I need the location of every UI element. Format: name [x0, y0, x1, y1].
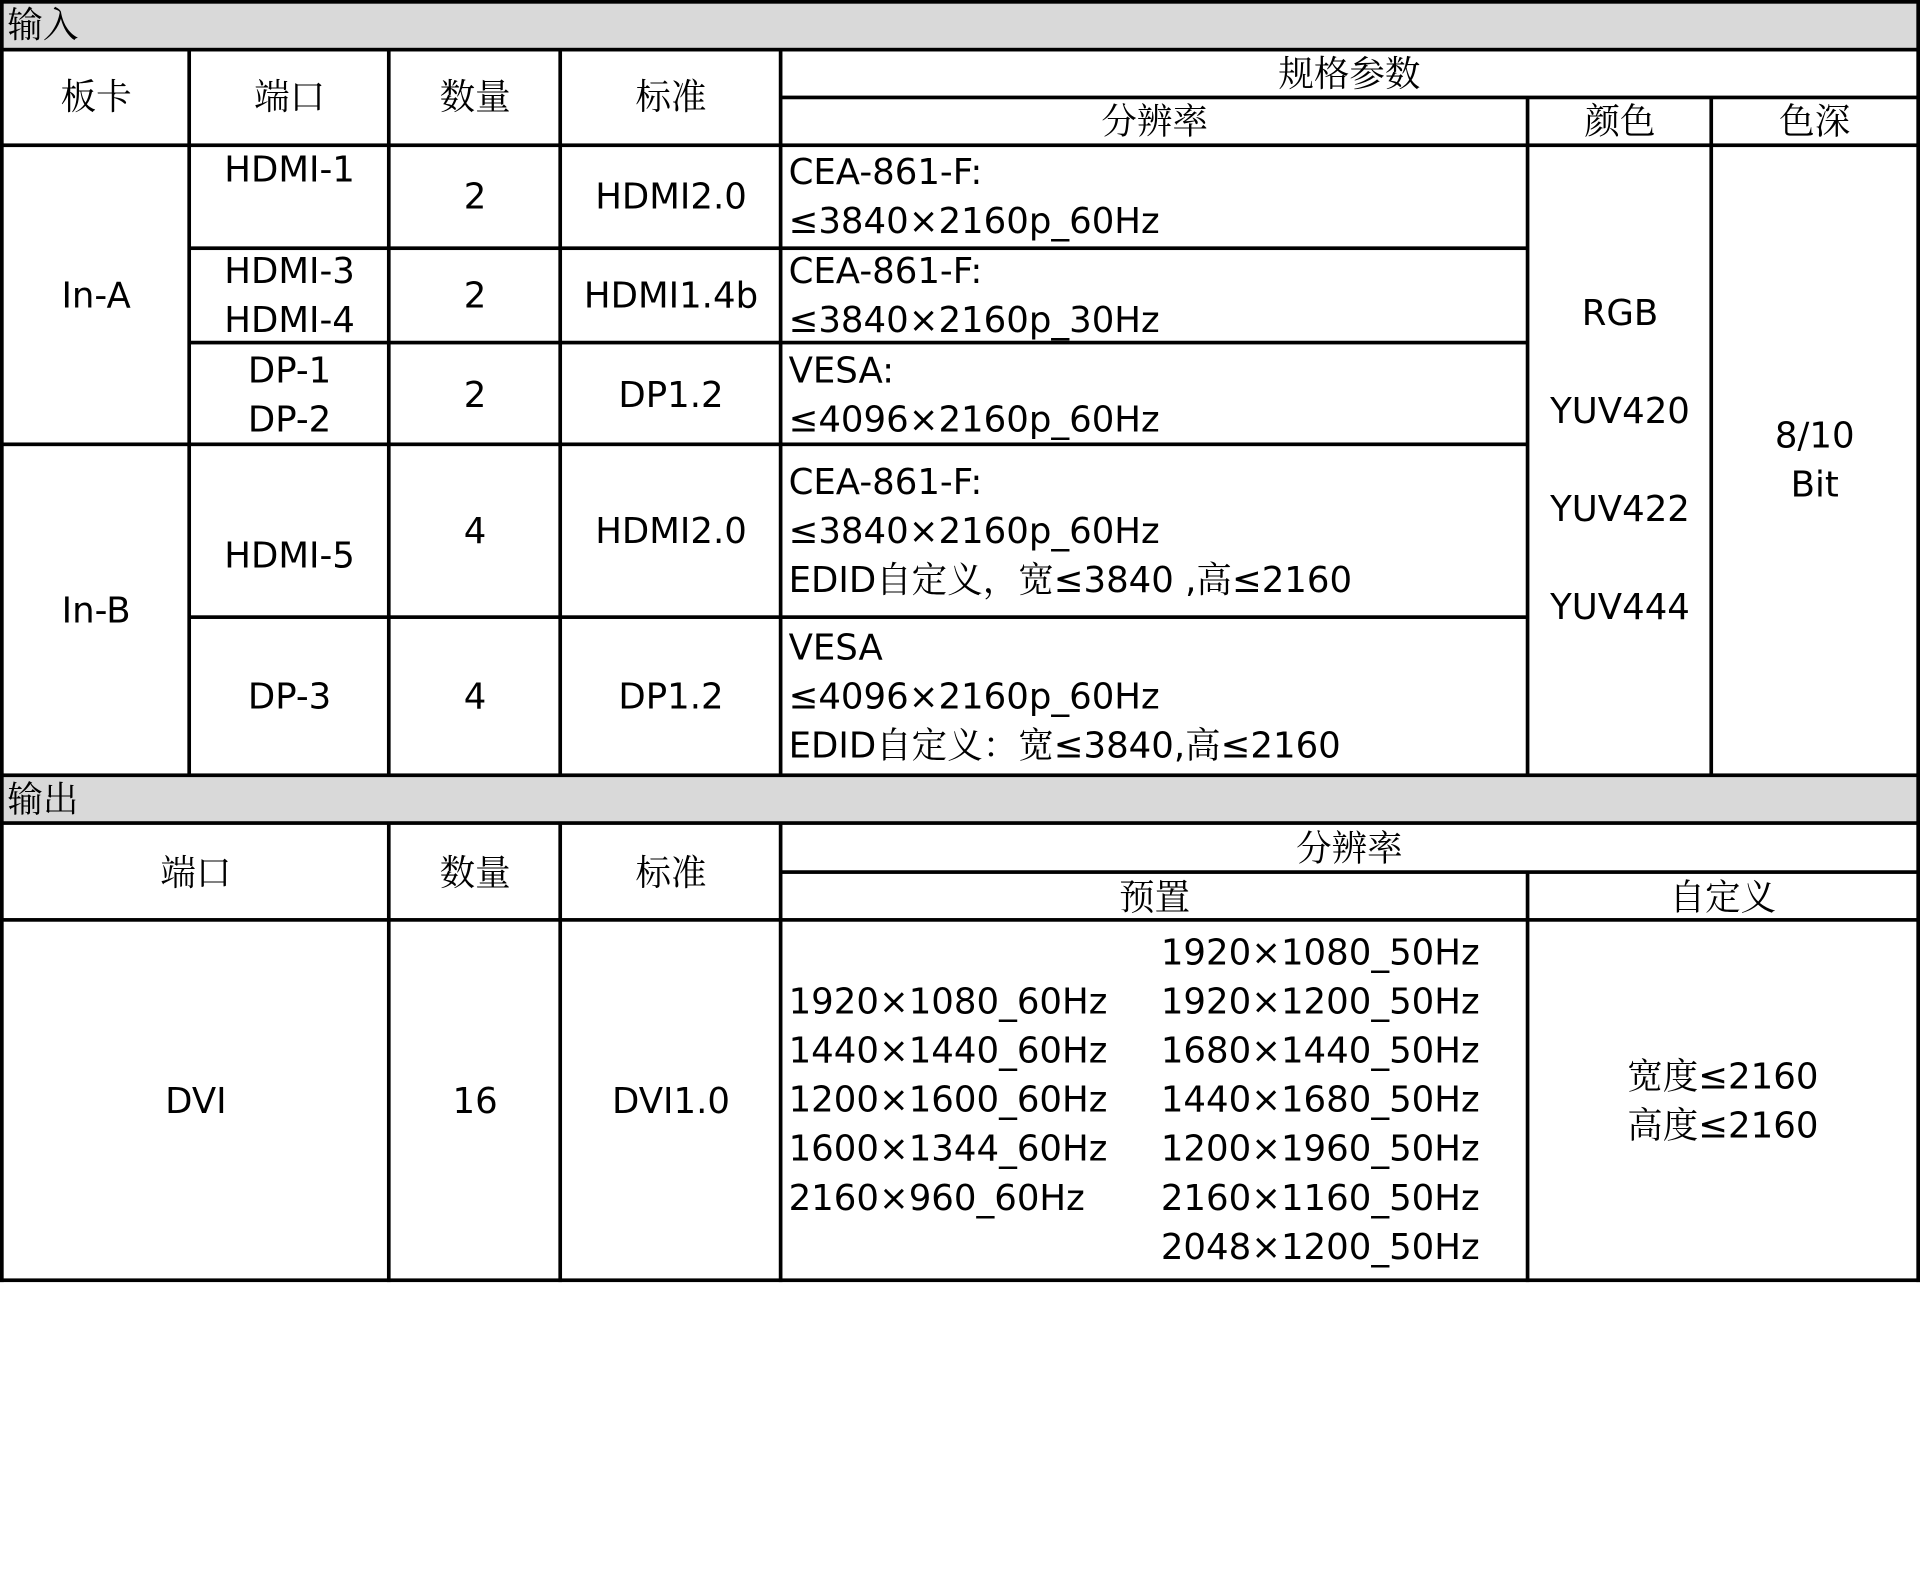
output-quantity: 16 — [452, 1079, 498, 1122]
preset-resolution-50hz: 2160×1160_50Hz — [1160, 1176, 1480, 1219]
preset-resolution-50hz: 1440×1680_50Hz — [1160, 1078, 1480, 1121]
grid-line — [0, 48, 1920, 52]
output-preset-60hz — [781, 977, 1148, 1222]
preset-resolution-50hz: 1920×1200_50Hz — [1160, 980, 1480, 1023]
grid-line — [0, 143, 1920, 147]
input-row-2-port: HDMI-3 HDMI-4 — [224, 250, 355, 341]
input-section-header: 输入 — [0, 0, 1920, 49]
grid-line — [1526, 871, 1530, 1282]
grid-line — [187, 49, 191, 775]
col-header-color: 颜色 — [1584, 100, 1656, 143]
col-header-depth: 色深 — [1779, 100, 1851, 143]
input-row-4-standard: HDMI2.0 — [595, 509, 747, 552]
preset-resolution-60hz: 1440×1440_60Hz — [788, 1029, 1108, 1072]
preset-resolution-60hz: 1600×1344_60Hz — [788, 1127, 1108, 1170]
preset-resolution-50hz: 2048×1200_50Hz — [1160, 1225, 1480, 1268]
grid-line — [779, 824, 783, 1282]
output-section-header: 输出 — [0, 775, 1920, 824]
board-in-b: In-B — [61, 588, 131, 631]
input-row-4-resolution: CEA-861-F: ≤3840×2160p_60Hz EDID自定义，宽≤3840 ,高≤2160 — [788, 460, 1353, 601]
preset-resolution-50hz: 1920×1080_50Hz — [1160, 931, 1480, 974]
preset-resolution-50hz: 1680×1440_50Hz — [1160, 1029, 1480, 1072]
input-row-3-quantity: 2 — [463, 373, 487, 415]
input-row-3-standard: DP1.2 — [618, 373, 724, 415]
input-row-3-resolution: VESA: ≤4096×2160p_60Hz — [788, 348, 1160, 440]
input-row-1-port: HDMI-1 — [224, 148, 355, 190]
col-header-quantity: 数量 — [439, 75, 511, 118]
col-header-spec: 规格参数 — [1278, 52, 1421, 95]
input-row-5-standard: DP1.2 — [618, 674, 724, 717]
grid-line — [1916, 0, 1920, 1282]
out-col-header-preset: 预置 — [1119, 875, 1191, 918]
grid-line — [0, 821, 1920, 825]
grid-line — [781, 870, 1917, 874]
grid-line — [387, 49, 391, 775]
grid-line — [0, 773, 1920, 777]
out-col-header-custom: 自定义 — [1669, 875, 1777, 918]
board-in-a: In-A — [61, 273, 131, 316]
output-port: DVI — [165, 1079, 227, 1122]
col-header-board: 板卡 — [60, 75, 132, 118]
input-row-5-resolution: VESA ≤4096×2160p_60Hz EDID自定义：宽≤3840,高≤2160 — [788, 625, 1341, 766]
input-row-1-resolution: CEA-861-F: ≤3840×2160p_60Hz — [788, 150, 1160, 242]
out-col-header-quantity: 数量 — [439, 851, 511, 893]
input-row-2-resolution: CEA-861-F: ≤3840×2160p_30Hz — [788, 250, 1160, 341]
input-row-2-quantity: 2 — [463, 274, 487, 317]
grid-line — [0, 0, 4, 1282]
grid-line — [1709, 97, 1713, 775]
output-custom: 宽度≤2160 高度≤2160 — [1627, 1055, 1819, 1147]
grid-line — [558, 49, 562, 775]
grid-line — [387, 824, 391, 1282]
input-row-4-quantity: 4 — [463, 509, 487, 552]
input-row-4-port: HDMI-5 — [224, 534, 355, 577]
input-row-2-standard: HDMI1.4b — [583, 274, 759, 317]
input-row-3-port: DP-1 DP-2 — [247, 348, 332, 440]
grid-line — [779, 49, 783, 775]
grid-line — [0, 0, 1920, 4]
grid-line — [0, 442, 1528, 446]
grid-line — [0, 918, 1920, 922]
input-row-5-quantity: 4 — [463, 674, 487, 717]
grid-line — [1526, 97, 1530, 775]
out-col-header-resolution: 分辨率 — [1296, 827, 1403, 870]
input-color-depth: 8/10 Bit — [1774, 414, 1855, 505]
col-header-resolution: 分辨率 — [1101, 100, 1208, 143]
grid-line — [781, 96, 1917, 100]
preset-resolution-50hz: 1200×1960_50Hz — [1160, 1127, 1480, 1170]
input-color-spaces: RGB YUV420 YUV422 YUV444 — [1550, 291, 1690, 628]
input-row-1-quantity: 2 — [463, 175, 487, 217]
input-row-5-port: DP-3 — [247, 674, 332, 717]
preset-resolution-60hz: 2160×960_60Hz — [788, 1176, 1085, 1219]
grid-line — [558, 824, 562, 1282]
preset-resolution-60hz: 1920×1080_60Hz — [788, 980, 1108, 1023]
col-header-port: 端口 — [254, 75, 326, 118]
output-preset-50hz — [1156, 928, 1523, 1276]
out-col-header-standard: 标准 — [635, 851, 707, 893]
preset-resolution-60hz: 1200×1600_60Hz — [788, 1078, 1108, 1121]
col-header-standard: 标准 — [635, 75, 707, 118]
output-standard: DVI1.0 — [612, 1079, 731, 1122]
input-row-1-standard: HDMI2.0 — [595, 175, 747, 217]
out-col-header-port: 端口 — [160, 851, 232, 893]
